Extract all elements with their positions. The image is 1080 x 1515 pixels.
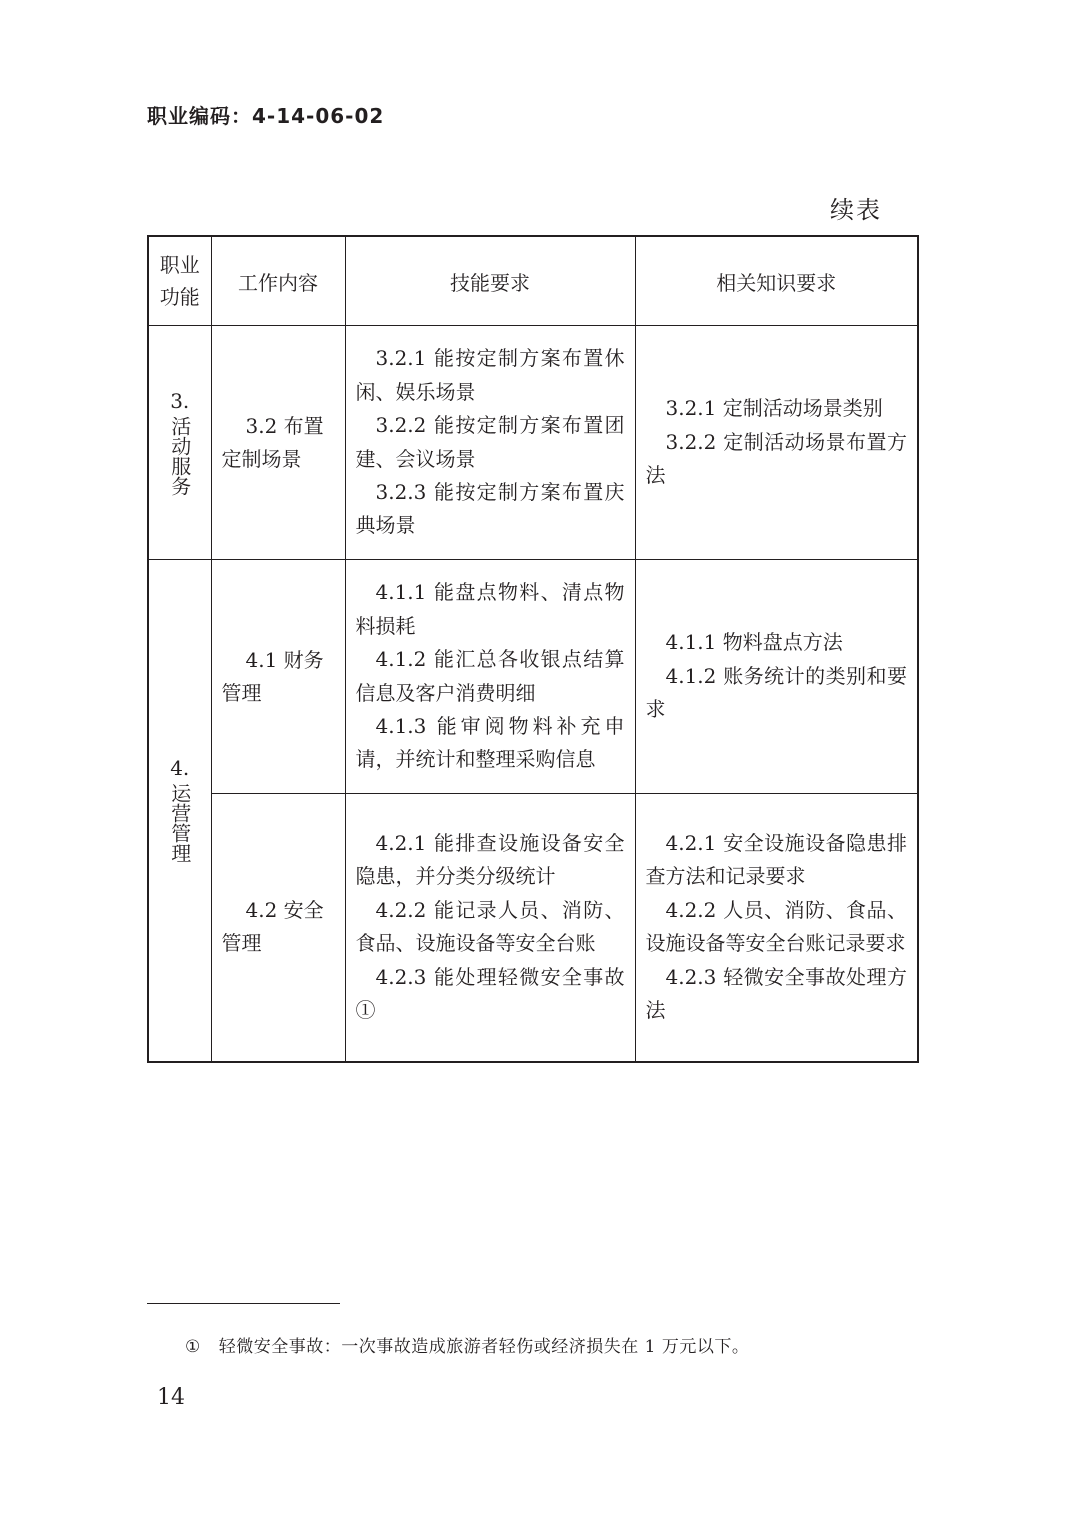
work-line1: 4.1 财务	[245, 647, 324, 672]
skill-item: 4.1.1 能盘点物料、清点物料损耗	[355, 580, 625, 638]
footnote-text: 轻微安全事故：一次事故造成旅游者轻伤或经济损失在 1 万元以下。	[218, 1337, 750, 1357]
occupation-code: 职业编码：4-14-06-02	[147, 104, 385, 128]
header-skill: 技能要求	[345, 236, 635, 326]
knowledge-item: 4.2.1 安全设施设备隐患排查方法和记录要求	[645, 831, 907, 889]
knowledge-cell-4-1	[635, 560, 918, 794]
work-line1: 4.2 安全	[245, 898, 324, 923]
knowledge-item: 4.1.1 物料盘点方法	[665, 630, 843, 655]
skill-cell-4-1	[345, 560, 635, 794]
footnote-mark: ①	[185, 1337, 201, 1357]
table-header-row	[148, 236, 918, 326]
knowledge-item: 4.1.2 账务统计的类别和要求	[645, 663, 907, 722]
work-cell-4-2	[211, 794, 345, 1062]
skills-table	[147, 235, 919, 1063]
function-cell-3	[148, 326, 211, 560]
table-row	[148, 794, 918, 1062]
skill-item: 3.2.2 能按定制方案布置团建、会议场景	[355, 413, 625, 471]
function-number: 3.	[170, 388, 190, 413]
table-row	[148, 560, 918, 794]
continued-table-label: 续表	[830, 196, 882, 224]
function-cell-4	[148, 560, 211, 1062]
work-line1: 3.2 布置	[245, 413, 324, 438]
skill-item: 4.2.2 能记录人员、消防、食品、设施设备等安全台账	[355, 897, 625, 956]
skill-item: 4.1.2 能汇总各收银点结算信息及客户消费明细	[355, 647, 625, 705]
skill-item: 4.2.1 能排查设施设备安全隐患，并分类分级统计	[355, 831, 625, 889]
table-row	[148, 326, 918, 560]
skill-item: 3.2.1 能按定制方案布置休闲、娱乐场景	[355, 346, 625, 404]
knowledge-item: 3.2.2 定制活动场景布置方法	[645, 429, 907, 488]
footnote-divider	[147, 1303, 340, 1304]
knowledge-cell-3-2	[635, 326, 918, 560]
header-function	[148, 236, 211, 326]
work-line2: 管理	[221, 680, 262, 705]
footnote	[185, 1332, 749, 1357]
skill-cell-3-2	[345, 326, 635, 560]
function-number: 4.	[170, 756, 190, 781]
header-work: 工作内容	[211, 236, 345, 326]
skill-item: 4.2.3 能处理轻微安全事故①	[355, 964, 625, 1023]
work-line2: 定制场景	[221, 446, 302, 471]
header-knowledge: 相关知识要求	[635, 236, 918, 326]
header-function-line1: 职业	[159, 253, 200, 277]
skill-cell-4-2	[345, 794, 635, 1062]
skill-item: 4.1.3 能审阅物料补充申请，并统计和整理采购信息	[355, 713, 625, 772]
knowledge-cell-4-2	[635, 794, 918, 1062]
knowledge-item: 3.2.1 定制活动场景类别	[665, 396, 883, 421]
knowledge-item: 4.2.2 人员、消防、食品、设施设备等安全台账记录要求	[645, 897, 907, 956]
work-cell-3-2	[211, 326, 345, 560]
work-cell-4-1	[211, 560, 345, 794]
work-line2: 管理	[221, 931, 262, 956]
function-name: 活动服务	[167, 415, 192, 496]
knowledge-item: 4.2.3 轻微安全事故处理方法	[645, 964, 907, 1023]
page-number: 14	[157, 1385, 185, 1410]
function-name: 运营管理	[167, 783, 192, 864]
header-function-line2: 功能	[159, 285, 200, 309]
skill-item: 3.2.3 能按定制方案布置庆典场景	[355, 479, 625, 538]
